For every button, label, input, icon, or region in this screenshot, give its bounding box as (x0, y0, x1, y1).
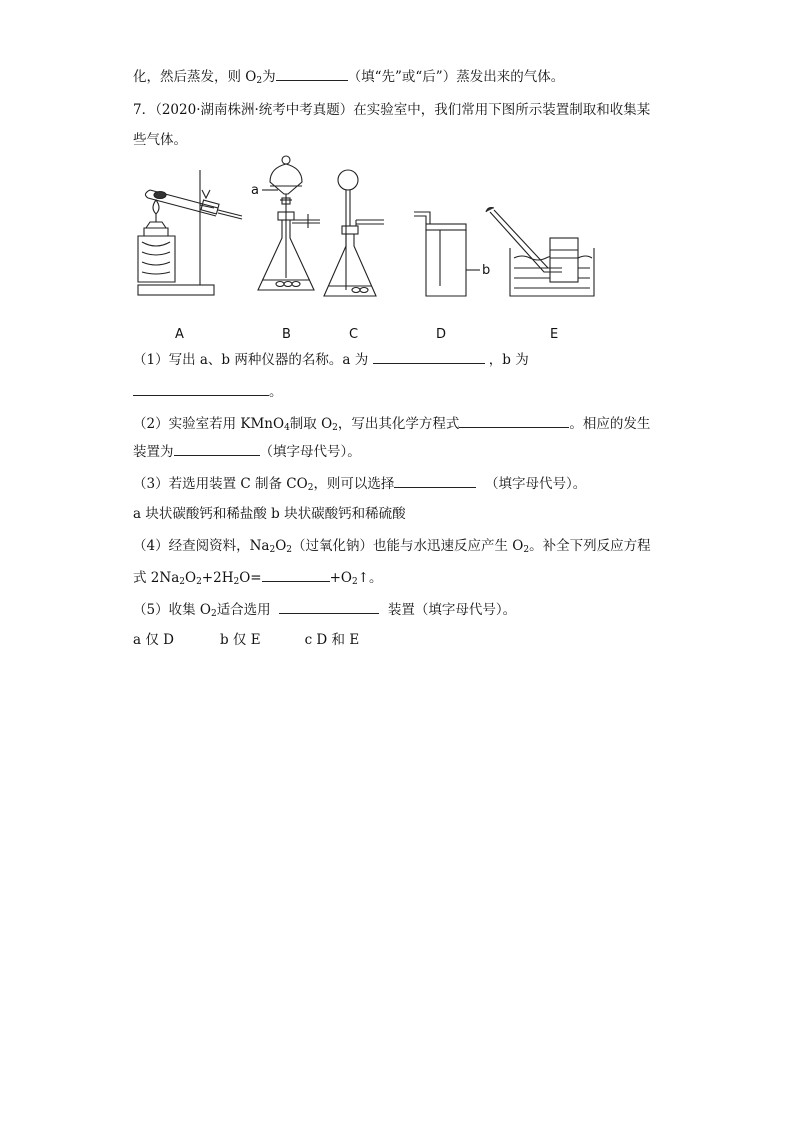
pointer-a-label: a (251, 183, 259, 198)
apparatus-b-drawing (258, 156, 320, 290)
part-1: （1）写出 a、b 两种仪器的名称。a 为 ，b 为 (133, 349, 529, 369)
part-5-options (133, 631, 359, 649)
part-2: （2）实验室若用 KMnO$_4$制取 $O_2$，写出其化学方程式 。相应的发生 (133, 413, 650, 433)
apparatus-a-drawing (138, 170, 242, 295)
part-4: （4）经查阅资料，$Na_2O_2$（过氧化钠）也能与水迅速反应产生 $O_2$。补全下列反应方程 (133, 538, 651, 555)
option-b: b 仅 E (219, 632, 261, 648)
question-header-cont: 些气体。 (133, 132, 187, 148)
apparatus-figure (130, 150, 600, 350)
question-header: 7．（2020·湖南株洲·统考中考真题）在实验室中，我们常用下图所示装置制取和收集某 (133, 102, 651, 118)
answer-blank-a[interactable] (373, 349, 485, 364)
part-1-cont: 。 (133, 381, 283, 401)
apparatus-e-drawing (486, 208, 594, 297)
answer-blank-reagent[interactable] (394, 473, 476, 488)
part-3-options: a 块状碳酸钙和稀盐酸 b 块状碳酸钙和稀硫酸 (133, 506, 406, 522)
answer-blank-b[interactable] (133, 381, 269, 396)
answer-blank-product[interactable] (262, 567, 330, 582)
label-c: C (349, 327, 359, 342)
answer-blank-collect[interactable] (279, 599, 379, 614)
answer-blank-equation[interactable] (459, 413, 569, 428)
label-a: A (175, 327, 184, 342)
answer-blank[interactable] (276, 66, 348, 81)
part-3: （3）若选用装置 C 制备 $CO_2$，则可以选择 （填字母代号）。 (133, 473, 586, 493)
prev-question-line: 化，然后蒸发，则 $O_2$为 （填“先”或“后”）蒸发出来的气体。 (133, 66, 564, 86)
label-d: D (436, 327, 447, 342)
apparatus-c-drawing (324, 170, 384, 296)
option-a: a 仅 D (133, 632, 174, 648)
part-2-cont: 装置为 （填字母代号）。 (133, 441, 361, 461)
label-b: B (282, 327, 291, 342)
answer-blank-device[interactable] (174, 441, 260, 456)
label-e: E (550, 327, 559, 342)
part-5: （5）收集 $O_2$适合选用 装置（填字母代号）。 (133, 599, 516, 619)
part-4-equation: 式 $2Na_2O_2+2H_2O=$ $+O_2↑$。 (133, 567, 383, 587)
apparatus-d-drawing (414, 212, 480, 296)
option-c: c D 和 E (304, 632, 360, 648)
pointer-b-label: b (482, 263, 491, 278)
